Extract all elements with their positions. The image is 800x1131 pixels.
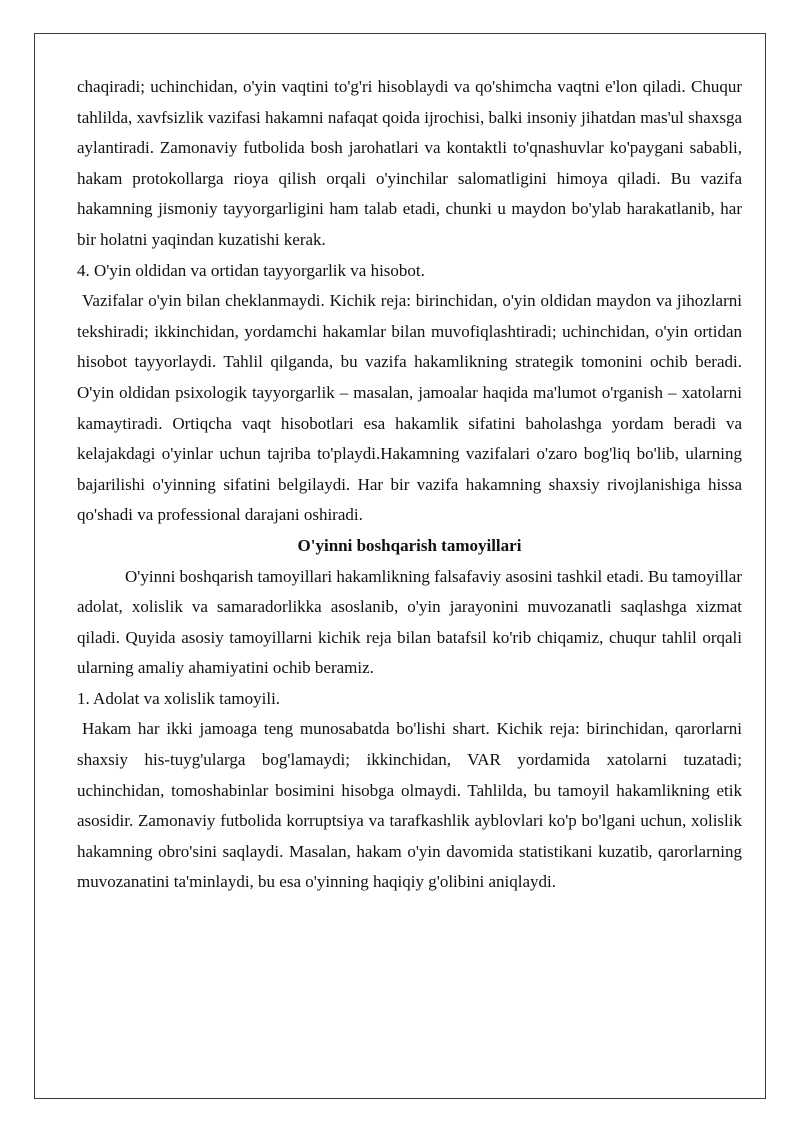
- paragraph-safety-duty: chaqiradi; uchinchidan, o'yin vaqtini to'g'ri hisoblaydi va qo'shimcha vaqtni e'lon qiladi. Chuqur tahlilda, xavfsizlik vazifasi hakamni nafaqat qoida ijrochisi, balki insoniy jihatdan mas'ul shaxsga aylantiradi. Zamonaviy futbolida bosh jarohatlari va kontaktli to'qnashuvlar ko'paygani sababli, hakam protokollarga rioya qilish orqali o'yinchilar salomatligini himoya qiladi. Bu vazifa hakamning jismoniy tayyorgarligini ham talab etadi, chunki u maydon bo'ylab harakatlanib, har bir holatni yaqindan kuzatishi kerak.: [77, 77, 742, 249]
- paragraph-principles-intro: O'yinni boshqarish tamoyillari hakamlikning falsafaviy asosini tashkil etadi. Bu tamoyillar adolat, xolislik va samaradorlikka asoslanib, o'yin jarayonini muvozanatli saqlashga xizmat qiladi. Quyida asosiy tamoyillarni kichik reja bilan batafsil ko'rib chiqamiz, chuqur tahlil orqali ularning amaliy ahamiyatini ochib beramiz.: [77, 566, 742, 678]
- list-item-1-title: 1. Adolat va xolislik tamoyili.: [77, 688, 281, 708]
- section-heading: O'yinni boshqarish tamoyillari: [297, 535, 522, 555]
- list-item-4-title: 4. O'yin oldidan va ortidan tayyorgarlik va hisobot.: [77, 260, 425, 280]
- paragraph-fairness-principle: Hakam har ikki jamoaga teng munosabatda bo'lishi shart. Kichik reja: birinchidan, qarorlarni shaxsiy his-tuyg'ularga bog'lamaydi; ikkinchidan, VAR yordamida xatolarni tuzatadi; uchinchidan, tomoshabinlar bosimini hisobga olmaydi. Tahlilda, bu tamoyil hakamlikning etik asosidir. Zamonaviy futbolida korruptsiya va tarafkashlik ayblovlari ko'p bo'lgani uchun, xolislik hakamning obro'sini saqlaydi. Masalan, hakam o'yin davomida statistikani kuzatib, qarorlarning muvozanatini ta'minlaydi, bu esa o'yinning haqiqiy g'olibini aniqlaydi.: [77, 719, 742, 892]
- document-body: [77, 72, 742, 898]
- paragraph-preparation-report: Vazifalar o'yin bilan cheklanmaydi. Kichik reja: birinchidan, o'yin oldidan maydon va jihozlarni tekshiradi; ikkinchidan, yordamchi hakamlar bilan muvofiqlashtiradi; uchinchidan, o'yin ortidan hisobot tayyorlaydi. Tahlil qilganda, bu vazifa hakamlikning strategik tomonini ochib beradi. O'yin oldidan psixologik tayyorgarlik – masalan, jamoalar haqida ma'lumot o'rganish – xatolarni kamaytiradi. Ortiqcha vaqt hisobotlari esa hakamlik sifatini baholashga yordam beradi va kelajakdagi o'yinlar uchun tajriba to'playdi.Hakamning vazifalari o'zaro bog'liq bo'lib, ularning bajarilishi o'yinning sifatini belgilaydi. Har bir vazifa hakamning shaxsiy rivojlanishiga hissa qo'shadi va professional darajani oshiradi.: [77, 291, 742, 525]
